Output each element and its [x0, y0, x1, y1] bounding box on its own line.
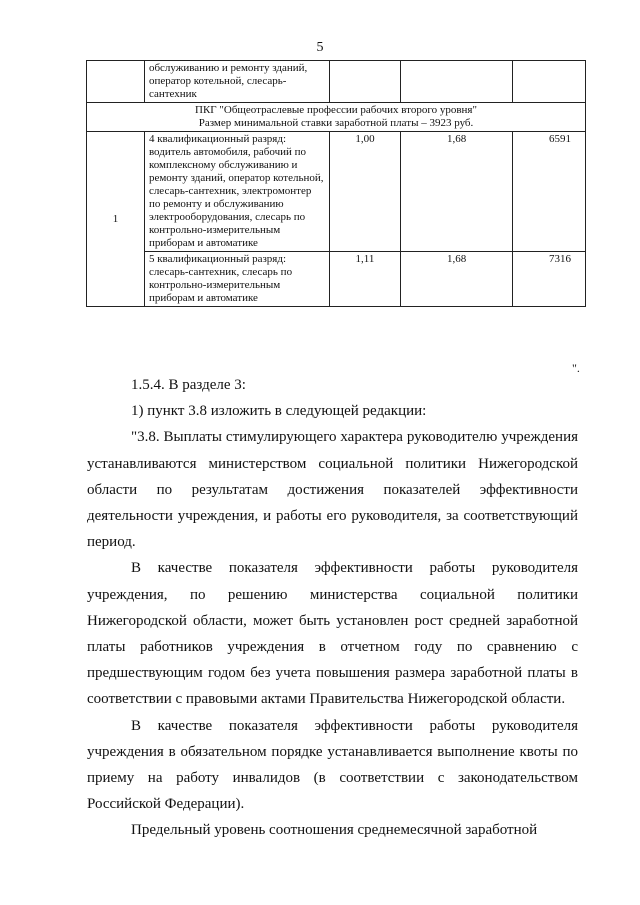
table-cell-coefficient-1: 1,11: [329, 252, 401, 307]
table-cell-qualification: 5 квалификационный разряд: слесарь-сантехник, слесарь по контрольно-измерительным приборам и автоматике: [144, 252, 329, 307]
table-cell-qualification: обслуживанию и ремонту зданий, оператор котельной, слесарь-сантехник: [144, 61, 329, 103]
table-group-header-row: [87, 103, 586, 132]
document-body: [87, 372, 578, 844]
table-row-continuation: [87, 61, 586, 103]
group-header-cell: [87, 103, 586, 132]
group-header-min-rate: Размер минимальной ставки заработной платы – 3923 руб.: [198, 117, 474, 129]
group-header-title: ПКГ "Общеотраслевые профессии рабочих второго уровня": [195, 104, 477, 116]
table-cell-empty: [87, 61, 145, 103]
item-line: 1) пункт 3.8 изложить в следующей редакции:: [131, 403, 427, 420]
table-cell-row-number: 1: [87, 132, 145, 307]
table-cell-coefficient-2: 1,68: [401, 252, 512, 307]
table-cell-qualification: 4 квалификационный разряд: водитель автомобиля, рабочий по комплексному обслуживанию и ремонту зданий, оператор котельной, слесарь-сантехник, электромонтер по ремонту и обслуживанию электрооборудования, слесарь по контрольно-измерительным приборам и автоматике: [144, 132, 329, 252]
table-cell-salary: 6591: [512, 132, 585, 252]
table-cell-salary: 7316: [512, 252, 585, 307]
table-cell-coefficient-2: 1,68: [401, 132, 512, 252]
section-heading: 1.5.4. В разделе 3:: [131, 377, 246, 393]
paragraph: В качестве показателя эффективности работы руководителя учреждения в обязательном порядке устанавливается выполнение квоты по приему на работу инвалидов (в соответствии с законодательством Российской Федерации).: [87, 717, 578, 813]
table-cell-coefficient-1: 1,00: [329, 132, 401, 252]
page-number: 5: [316, 40, 324, 55]
paragraph: Предельный уровень соотношения среднемесячной заработной: [131, 822, 538, 839]
table-row: [87, 132, 586, 252]
table-cell-empty: [512, 61, 585, 103]
table-cell-empty: [329, 61, 401, 103]
table-cell-empty: [401, 61, 512, 103]
salary-table: [86, 60, 586, 307]
table-row: [87, 252, 586, 307]
paragraph: В качестве показателя эффективности работы руководителя учреждения, по решению министерства социальной политики Нижегородской области, может быть установлен рост средней заработной платы работников учреждения в отчетном году по сравнению с предшествующим годом без учета повышения размера заработной платы в соответствии с правовыми актами Правительства Нижегородской области.: [87, 560, 578, 708]
table-close-quote: ".: [572, 361, 580, 375]
paragraph: "3.8. Выплаты стимулирующего характера руководителю учреждения устанавливаются министерством социальной политики Нижегородской области по результатам достижения показателей эффективности деятельности учреждения, и работы его руководителя, за соответствующий период.: [87, 429, 578, 551]
